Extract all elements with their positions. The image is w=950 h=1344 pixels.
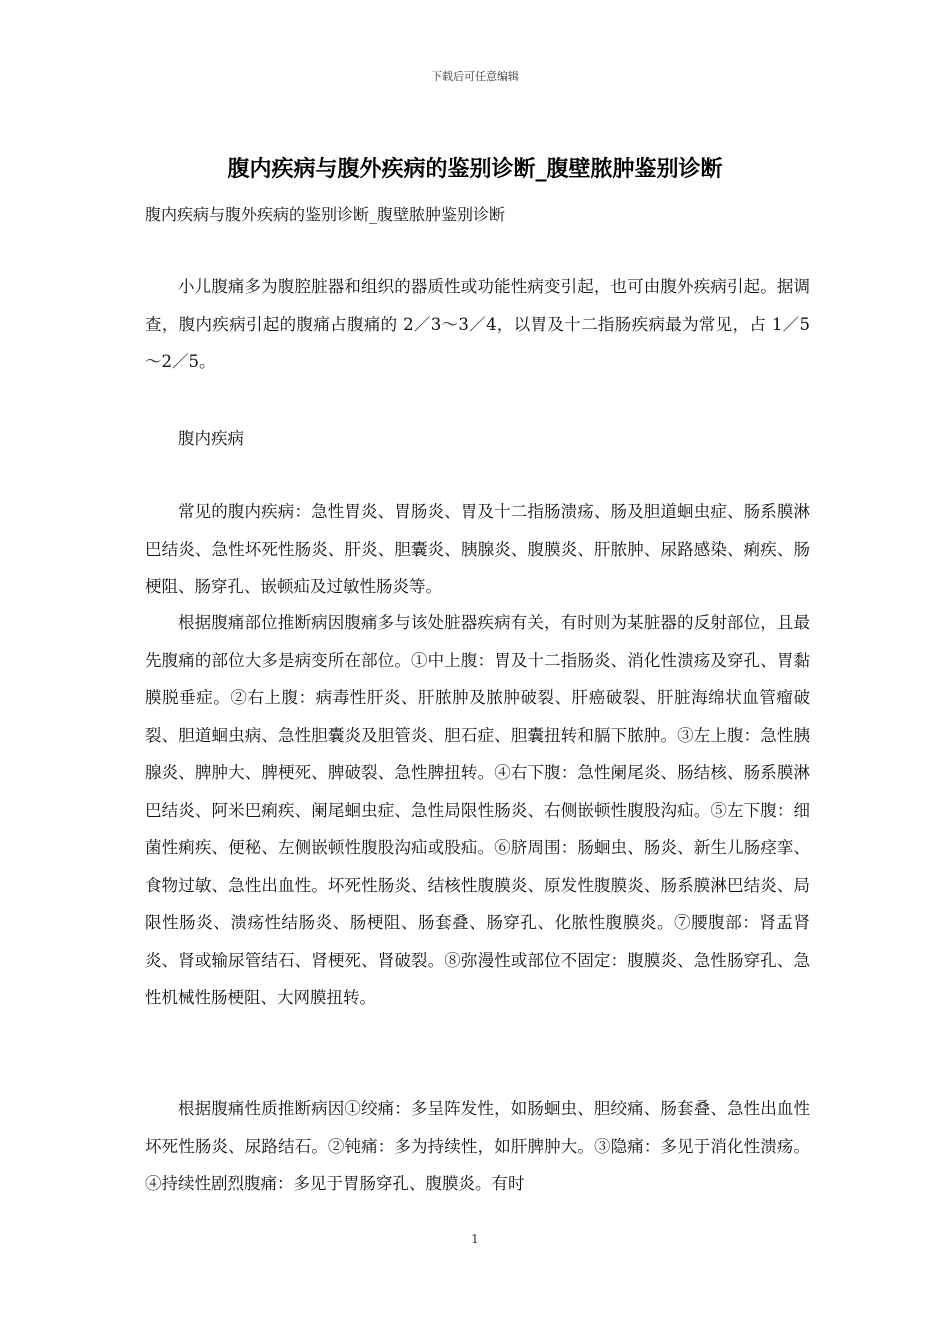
common-diseases-paragraph: 常见的腹内疾病：急性胃炎、胃肠炎、胃及十二指肠溃疡、肠及胆道蛔虫症、肠系膜淋巴结炎、急性坏死性肠炎、肝炎、胆囊炎、胰腺炎、腹膜炎、肝脓肿、尿路感染、痢疾、肠梗阻、肠穿孔、嵌顿疝及过敏性肠炎等。 (145, 502, 810, 596)
document-title: 腹内疾病与腹外疾病的鉴别诊断_腹壁脓肿鉴别诊断 (227, 156, 723, 182)
page-number: 1 (471, 1232, 479, 1246)
section-heading-intra-abdominal: 腹内疾病 (178, 429, 244, 448)
header-note: 下载后可任意编辑 (431, 70, 519, 83)
intro-paragraph: 小儿腹痛多为腹腔脏器和组织的器质性或功能性病变引起，也可由腹外疾病引起。据调查，腹内疾病引起的腹痛占腹痛的 2／3～3／4，以胃及十二指肠疾病最为常见，占 1／5～2／5。 (145, 277, 810, 371)
document-subtitle: 腹内疾病与腹外疾病的鉴别诊断_腹壁脓肿鉴别诊断 (145, 205, 506, 224)
pain-nature-paragraph: 根据腹痛性质推断病因①绞痛：多呈阵发性，如肠蛔虫、胆绞痛、肠套叠、急性出血性坏死性肠炎、尿路结石。②钝痛：多为持续性，如肝脾肿大。③隐痛：多见于消化性溃疡。④持续性剧烈腹痛：多见于胃肠穿孔、腹膜炎。有时 (145, 1099, 810, 1193)
pain-location-paragraph: 根据腹痛部位推断病因腹痛多与该处脏器疾病有关，有时则为某脏器的反射部位，且最先腹痛的部位大多是病变所在部位。①中上腹：胃及十二指肠炎、消化性溃疡及穿孔、胃黏膜脱垂症。②右上腹：病毒性肝炎、肝脓肿及脓肿破裂、肝癌破裂、肝脏海绵状血管瘤破裂、胆道蛔虫病、急性胆囊炎及胆管炎、胆石症、胆囊扭转和膈下脓肿。③左上腹：急性胰腺炎、脾肿大、脾梗死、脾破裂、急性脾扭转。④右下腹：急性阑尾炎、肠结核、肠系膜淋巴结炎、阿米巴痢疾、阑尾蛔虫症、急性局限性肠炎、右侧嵌顿性腹股沟疝。⑤左下腹：细菌性痢疾、便秘、左侧嵌顿性腹股沟疝或股疝。⑥脐周围：肠蛔虫、肠炎、新生儿肠痉挛、食物过敏、急性出血性。坏死性肠炎、结核性腹膜炎、原发性腹膜炎、肠系膜淋巴结炎、局限性肠炎、溃疡性结肠炎、肠梗阻、肠套叠、肠穿孔、化脓性腹膜炎。⑦腰腹部：肾盂肾炎、肾或输尿管结石、肾梗死、肾破裂。⑧弥漫性或部位不固定：腹膜炎、急性肠穿孔、急性机械性肠梗阻、大网膜扭转。 (145, 613, 810, 1007)
